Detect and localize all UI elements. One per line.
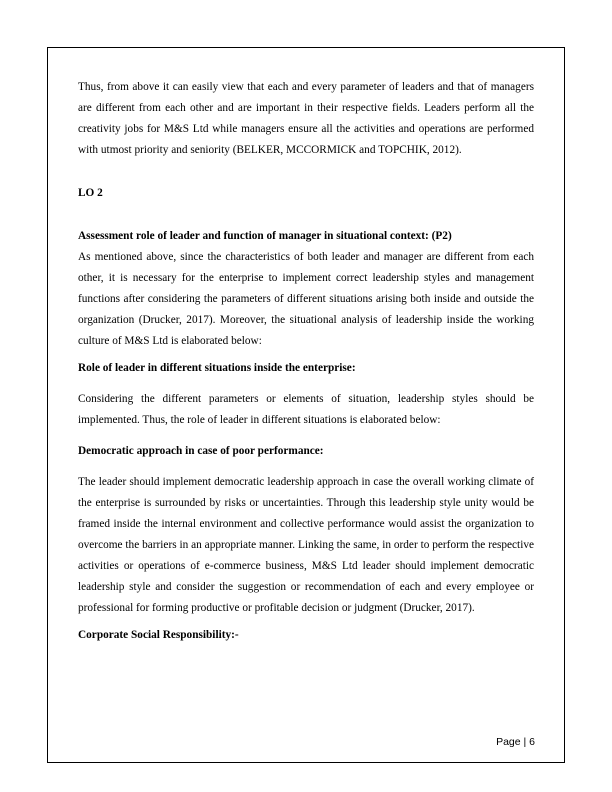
intro-paragraph: Thus, from above it can easily view that each and every parameter of leaders and that of managers are different from each other and are important in their respective fields. Leaders perform all the creativity jobs for M&S Ltd while managers ensure all the activities and operations are performed with utmost priority and seniority (BELKER, MCCORMICK and TOPCHIK, 2012).: [78, 81, 534, 156]
lo-heading: LO 2: [78, 187, 103, 199]
csr-heading: Corporate Social Responsibility:-: [78, 629, 239, 641]
assessment-paragraph: As mentioned above, since the characteristics of both leader and manager are different from each other, it is necessary for the enterprise to implement correct leadership styles and management functions after considering the parameters of different situations arising both inside and outside the organization (Drucker, 2017). Moreover, the situational analysis of leadership inside the working culture of M&S Ltd is elaborated below:: [78, 251, 534, 347]
role-heading: Role of leader in different situations inside the enterprise:: [78, 362, 356, 374]
role-paragraph: Considering the different parameters or elements of situation, leadership styles should be implemented. Thus, the role of leader in different situations is elaborated below:: [78, 393, 534, 426]
democratic-heading: Democratic approach in case of poor performance:: [78, 445, 324, 457]
democratic-paragraph: The leader should implement democratic leadership approach in case the overall working climate of the enterprise is surrounded by risks or uncertainties. Through this leadership style unity would be framed inside the internal environment and collective performance would assist the organization to overcome the barriers in an appropriate manner. Linking the same, in order to perform the respective activities or operations of e-commerce business, M&S Ltd leader should implement democratic leadership style and consider the suggestion or recommendation of each and every employee or professional for forming productive or profitable decision or judgment (Drucker, 2017).: [78, 476, 534, 614]
document-body: [78, 77, 534, 646]
assessment-heading: Assessment role of leader and function of manager in situational context: (P2): [78, 230, 452, 242]
page-number: Page | 6: [496, 736, 535, 748]
